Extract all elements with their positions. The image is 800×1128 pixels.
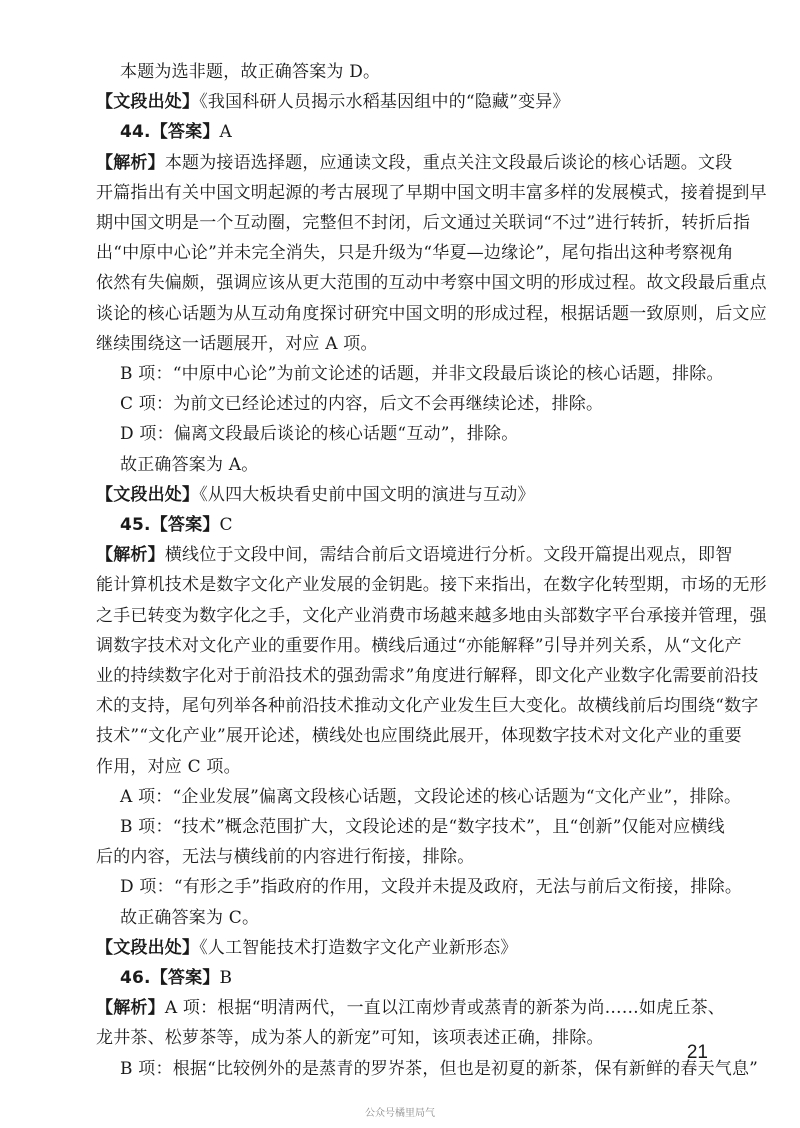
line-text: A 项：根据“明清两代，一直以江南炒青或蒸青的新茶为尚……如虎丘茶、: [164, 998, 725, 1018]
line-text: 《从四大板块看史前中国文明的演进与互动》: [199, 485, 535, 505]
text-line: [96, 334, 378, 354]
text-line: [96, 243, 734, 263]
text-line: [96, 485, 535, 505]
line-text: 《人工智能技术打造数字文化产业新形态》: [199, 938, 518, 958]
line-text: 调数字技术对文化产业的重要作用。横线后通过“亦能解释”引导并列关系，从“文化产: [96, 636, 742, 656]
line-text: 故正确答案为 A。: [120, 455, 259, 475]
line-text: A 项：“企业发展”偏离文段核心话题，文段论述的核心话题为“文化产业”，排除。: [120, 787, 742, 807]
section-tag: 【文段出处】: [96, 485, 200, 505]
text-line: [96, 666, 759, 686]
section-tag: 【解析】: [96, 153, 165, 173]
line-text: 依然有失偏颇，强调应该从更大范围的互动中考察中国文明的形成过程。故文段最后重点: [96, 273, 767, 293]
section-tag: 【文段出处】: [96, 92, 200, 112]
text-line: [120, 515, 233, 535]
line-text: B 项：根据“比较例外的是蒸青的罗岕茶，但也是初夏的新茶，保有新鲜的春天气息”: [120, 1059, 759, 1079]
line-text: A: [219, 122, 232, 142]
text-line: [96, 304, 767, 324]
section-tag: 【解析】: [96, 545, 165, 565]
line-text: B: [219, 968, 233, 988]
line-text: 本题为接语选择题，应通读文段，重点关注文段最后谈论的核心话题。文段: [164, 153, 733, 173]
text-line: [120, 1059, 758, 1079]
line-text: 龙井茶、松萝茶等，成为茶人的新宠”可知，该项表述正确，排除。: [96, 1028, 604, 1048]
section-tag: 46.【答案】: [120, 968, 220, 988]
text-line: [120, 394, 603, 414]
line-text: 能计算机技术是数字文化产业发展的金钥匙。接下来指出，在数字化转型期，市场的无形: [96, 575, 767, 595]
text-line: [96, 726, 742, 746]
section-tag: 45.【答案】: [120, 515, 220, 535]
text-line: [120, 908, 259, 928]
line-text: 继续围绕这一话题展开，对应 A 项。: [96, 334, 378, 354]
text-line: [120, 787, 741, 807]
line-text: 谈论的核心话题为从互动角度探讨研究中国文明的形成过程，根据话题一致原则，后文应: [96, 304, 767, 324]
line-text: D 项：偏离文段最后谈论的核心话题“互动”，排除。: [120, 424, 519, 444]
text-line: [96, 153, 732, 173]
line-text: C: [219, 515, 233, 535]
text-line: [120, 62, 380, 82]
line-text: 横线位于文段中间，需结合前后文语境进行分析。文段开篇提出观点，即智: [164, 545, 733, 565]
line-text: 后的内容，无法与横线前的内容进行衔接，排除。: [96, 847, 475, 867]
text-line: [96, 757, 241, 777]
text-line: [120, 424, 518, 444]
page-number: 21: [686, 1042, 708, 1063]
watermark: 公众号橘里局气: [365, 1108, 435, 1119]
line-text: D 项：“有形之手”指政府的作用，文段并未提及政府，无法与前后文衔接，排除。: [120, 877, 743, 897]
text-line: [120, 364, 724, 384]
line-text: 出“中原中心论”并未完全消失，只是升级为“华夏—边缘论”，尾句指出这种考察视角: [96, 243, 734, 263]
text-line: [96, 273, 767, 293]
line-text: B 项：“中原中心论”为前文论述的话题，并非文段最后谈论的核心话题，排除。: [120, 364, 724, 384]
text-line: [96, 606, 767, 626]
text-line: [96, 1028, 604, 1048]
line-text: C 项：为前文已经论述过的内容，后文不会再继续论述，排除。: [120, 394, 604, 414]
line-text: 本题为选非题，故正确答案为 D。: [120, 62, 381, 82]
text-line: [96, 938, 518, 958]
text-line: [120, 455, 258, 475]
line-text: 业的持续数字化对于前沿技术的强劲需求”角度进行解释，即文化产业数字化需要前沿技: [96, 666, 759, 686]
text-line: [120, 877, 742, 897]
line-text: 术的支持，尾句列举各种前沿技术推动文化产业发生巨大变化。故横线前后均围绕“数字: [96, 696, 759, 716]
section-tag: 44.【答案】: [120, 122, 220, 142]
line-text: 故正确答案为 C。: [120, 908, 260, 928]
line-text: 技术”“文化产业”展开论述，横线处也应围绕此展开，体现数字技术对文化产业的重要: [96, 726, 742, 746]
text-line: [120, 817, 725, 837]
line-text: 作用，对应 C 项。: [96, 757, 241, 777]
line-text: 之手已转变为数字化之手，文化产业消费市场越来越多地由头部数字平台承接并管理，强: [96, 606, 767, 626]
text-line: [120, 122, 232, 142]
text-line: [96, 847, 474, 867]
line-text: B 项：“技术”概念范围扩大，文段论述的是“数字技术”，且“创新”仅能对应横线: [120, 817, 725, 837]
text-line: [96, 92, 570, 112]
text-line: [96, 998, 725, 1018]
line-text: 期中国文明是一个互动圈，完整但不封闭，后文通过关联词“不过”进行转折，转折后指: [96, 213, 751, 233]
text-line: [96, 575, 767, 595]
text-line: [96, 696, 759, 716]
text-line: [120, 968, 232, 988]
section-tag: 【文段出处】: [96, 938, 200, 958]
text-line: [96, 636, 742, 656]
section-tag: 【解析】: [96, 998, 165, 1018]
line-text: 开篇指出有关中国文明起源的考古展现了早期中国文明丰富多样的发展模式，接着提到早: [96, 183, 767, 203]
text-line: [96, 545, 732, 565]
text-line: [96, 183, 767, 203]
text-line: [96, 213, 750, 233]
line-text: 《我国科研人员揭示水稻基因组中的“隐藏”变异》: [199, 92, 570, 112]
